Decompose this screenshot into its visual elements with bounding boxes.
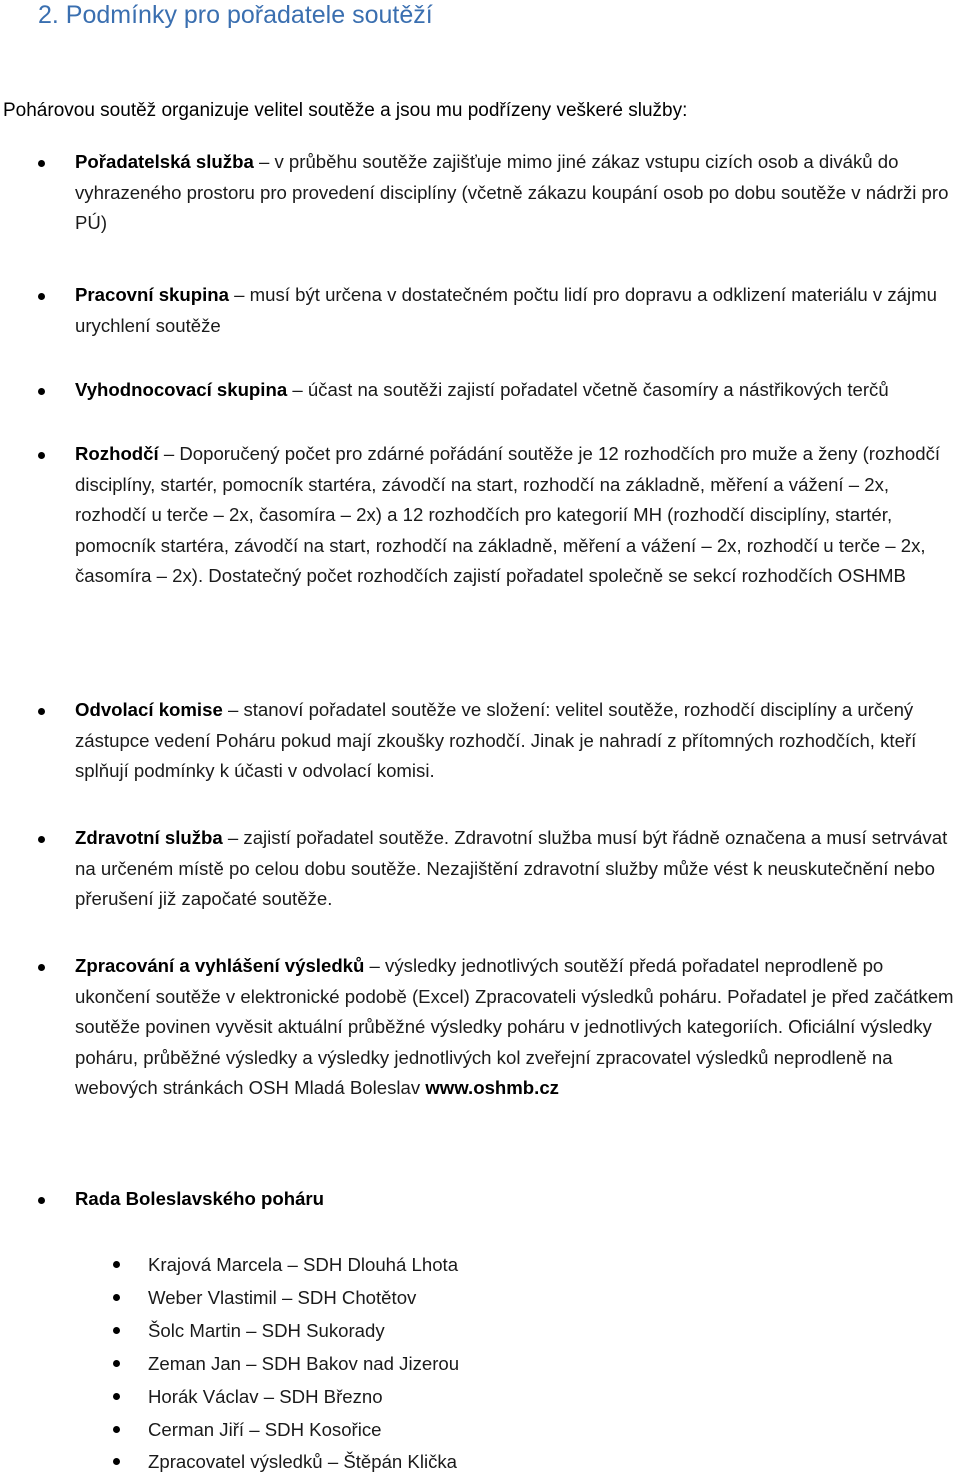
bullet-icon	[38, 964, 45, 971]
bullet-icon	[113, 1327, 120, 1334]
list-item-text: Pracovní skupina – musí být určena v dostatečném počtu lidí pro dopravu a odklizení materiálu v zájmu urychlení soutěže	[75, 284, 937, 336]
list-item-text: Rozhodčí – Doporučený počet pro zdárné pořádání soutěže je 12 rozhodčích pro muže a ženy (rozhodčí disciplíny, startér, pomocník startéra, závodčí na start, rozhodčí na základně, měření a vážení – 2x, rozhodčí u terče – 2x, časomíra – 2x) a 12 rozhodčích pro kategorií MH (rozhodčí disciplíny, startér, pomocník startéra, závodčí na start, rozhodčí na základně, měření a vážení – 2x, rozhodčí u terče – 2x, časomíra – 2x). Dostatečný počet rozhodčích zajistí pořadatel společně se sekcí rozhodčích OSHMB	[75, 443, 941, 586]
bullet-icon	[38, 836, 45, 843]
list-item-text: Odvolací komise – stanoví pořadatel soutěže ve složení: velitel soutěže, rozhodčí disciplíny a určený zástupce vedení Poháru pokud mají zkoušky rozhodčí. Jinak je nahradí z přítomných rozhodčích, kteří splňují podmínky k účasti v odvolací komisi.	[75, 699, 917, 781]
bullet-icon	[38, 160, 45, 167]
list-item-title: Zdravotní služba	[75, 827, 223, 848]
list-item-title: Zpracování a vyhlášení výsledků	[75, 955, 365, 976]
bullet-icon	[113, 1393, 120, 1400]
list-item-text: Zpracování a vyhlášení výsledků – výsledky jednotlivých soutěží předá pořadatel neprodleně po ukončení soutěže v elektronické podobě (Excel) Zpracovateli výsledků poháru. Pořadatel je před začátkem soutěže povinen vyvěsit aktuální průběžné výsledky poháru v jednotlivých kategoriích. Oficiální výsledky poháru, průběžné výsledky a výsledky jednotlivých kol zveřejní zpracovatel výsledků neprodleně na webových stránkách OSH Mladá Boleslav www.oshmb.cz	[75, 955, 954, 1098]
website-link[interactable]: www.oshmb.cz	[425, 1077, 559, 1098]
bullet-icon	[38, 388, 45, 395]
bullet-icon	[113, 1360, 120, 1367]
bullet-icon	[38, 1197, 45, 1204]
bullet-icon	[113, 1458, 120, 1465]
bullet-icon	[113, 1426, 120, 1433]
section-heading: 2. Podmínky pro pořadatele soutěží	[38, 1, 433, 29]
bullet-icon	[113, 1294, 120, 1301]
intro-paragraph: Pohárovou soutěž organizuje velitel soutěže a jsou mu podřízeny veškeré služby:	[3, 100, 688, 121]
list-item-text: Zdravotní služba – zajistí pořadatel soutěže. Zdravotní služba musí být řádně označena a musí setrvávat na určeném místě po celou dobu soutěže. Nezajištění zdravotní služby může vést k neuskutečnění nebo přerušení již započaté soutěže.	[75, 827, 948, 909]
council-title: Rada Boleslavského poháru	[75, 1188, 325, 1209]
bullet-icon	[113, 1261, 120, 1268]
bullet-icon	[38, 293, 45, 300]
list-item-title: Pořadatelská služba	[75, 151, 254, 172]
bullet-icon	[38, 708, 45, 715]
list-item-title: Rozhodčí	[75, 443, 159, 464]
list-item-title: Odvolací komise	[75, 699, 223, 720]
list-item-text: Vyhodnocovací skupina – účast na soutěži zajistí pořadatel včetně časomíry a nástřikových terčů	[75, 379, 889, 400]
list-item-title: Pracovní skupina	[75, 284, 229, 305]
bullet-icon	[38, 452, 45, 459]
list-item-title: Vyhodnocovací skupina	[75, 379, 288, 400]
list-item-text: Pořadatelská služba – v průběhu soutěže zajišťuje mimo jiné zákaz vstupu cizích osob a diváků do vyhrazeného prostoru pro provedení disciplíny (včetně zákazu koupání osob po dobu soutěže v nádrži pro PÚ)	[75, 151, 949, 233]
